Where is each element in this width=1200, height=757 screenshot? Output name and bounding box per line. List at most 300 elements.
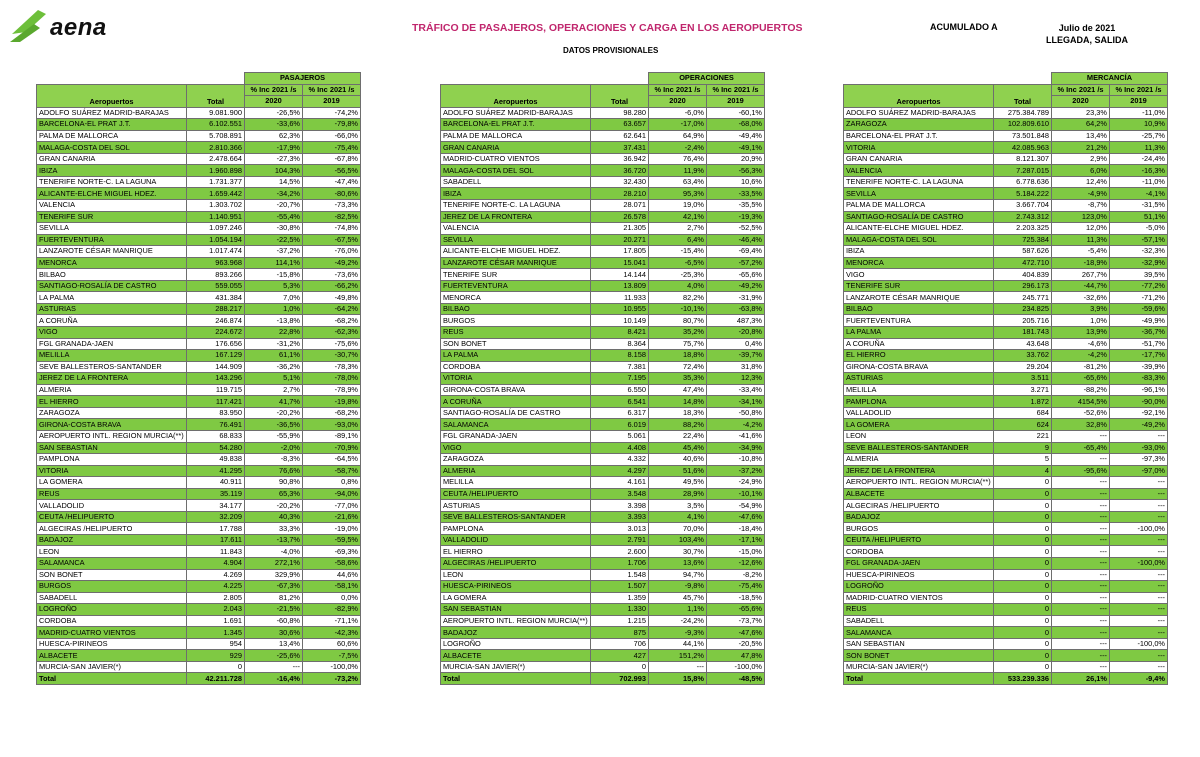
airport-cell: IBIZA — [844, 246, 994, 258]
airport-cell: GIRONA-COSTA BRAVA — [441, 384, 591, 396]
inc-2019-cell: -77,2% — [1110, 280, 1168, 292]
inc-2020-cell: 3,5% — [649, 500, 707, 512]
airport-cell: SALAMANCA — [441, 419, 591, 431]
airport-cell: PALMA DE MALLORCA — [844, 200, 994, 212]
inc-2020-cell: 18,8% — [649, 350, 707, 362]
table-row — [844, 142, 1168, 154]
total-cell: 224.672 — [187, 327, 245, 339]
inc-2020-cell: -44,7% — [1052, 280, 1110, 292]
total-cell: 37.431 — [591, 142, 649, 154]
period-label — [1046, 22, 1128, 46]
inc-2020-cell: --- — [1052, 581, 1110, 593]
total-cell: 1.017.474 — [187, 246, 245, 258]
table-row — [441, 234, 765, 246]
total-row — [844, 673, 1168, 685]
inc-2019-cell: -34,9% — [707, 442, 765, 454]
inc-2019-cell: -58,1% — [303, 581, 361, 593]
airport-cell: LA GOMERA — [37, 477, 187, 489]
table-row — [441, 500, 765, 512]
table-row — [441, 269, 765, 281]
inc-2020-cell: --- — [1052, 592, 1110, 604]
inc-2020-cell: 6,4% — [649, 234, 707, 246]
airport-cell: HUESCA-PIRINEOS — [37, 638, 187, 650]
inc-2020-cell: 49,5% — [649, 477, 707, 489]
total-cell: 1.097.246 — [187, 223, 245, 235]
inc-2019-cell: -69,3% — [303, 546, 361, 558]
inc-2019-cell: -71,2% — [1110, 292, 1168, 304]
total-cell: 2.203.325 — [994, 223, 1052, 235]
total-inc-2019-cell: -48,5% — [707, 673, 765, 685]
airport-cell: MURCIA-SAN JAVIER(*) — [37, 661, 187, 673]
inc-2020-cell: 65,3% — [245, 488, 303, 500]
table-row — [37, 234, 361, 246]
airport-cell: BILBAO — [844, 303, 994, 315]
inc-2019-cell: --- — [1110, 661, 1168, 673]
total-cell: 143.296 — [187, 373, 245, 385]
total-cell: 929 — [187, 650, 245, 662]
airport-cell: ALICANTE-ELCHE MIGUEL HDEZ. — [441, 246, 591, 258]
airport-cell: SON BONET — [441, 338, 591, 350]
airport-cell: BURGOS — [441, 315, 591, 327]
inc-2019-cell: -18,5% — [707, 592, 765, 604]
inc-2019-cell: --- — [1110, 615, 1168, 627]
inc-2019-cell: -25,7% — [1110, 130, 1168, 142]
total-inc-2020-cell: -16,4% — [245, 673, 303, 685]
total-cell: 20.271 — [591, 234, 649, 246]
inc-2019-cell: -8,2% — [707, 569, 765, 581]
inc-2020-cell: 32,8% — [1052, 419, 1110, 431]
inc-2019-cell: -35,5% — [707, 200, 765, 212]
inc-2020-cell: -17,9% — [245, 142, 303, 154]
total-label: Total — [844, 673, 994, 685]
airport-cell: JEREZ DE LA FRONTERA — [844, 465, 994, 477]
total-cell: 587.626 — [994, 246, 1052, 258]
inc-2019-cell: -59,6% — [1110, 303, 1168, 315]
inc-2020-cell: --- — [1052, 569, 1110, 581]
inc-2020-cell: 329,9% — [245, 569, 303, 581]
inc-2020-cell: 1,0% — [245, 303, 303, 315]
inc-2020-cell: --- — [245, 661, 303, 673]
inc-2019-cell: -10,1% — [707, 488, 765, 500]
table-row — [37, 454, 361, 466]
total-cell: 1.054.194 — [187, 234, 245, 246]
table-row — [844, 511, 1168, 523]
airport-cell: SON BONET — [844, 650, 994, 662]
inc-2019-cell: -75,4% — [707, 581, 765, 593]
total-cell: 15.041 — [591, 257, 649, 269]
airport-cell: VALENCIA — [844, 165, 994, 177]
table-row — [844, 303, 1168, 315]
inc-2019-cell: -59,5% — [303, 534, 361, 546]
airport-cell: ALGECIRAS /HELIPUERTO — [844, 500, 994, 512]
airport-cell: TENERIFE SUR — [844, 280, 994, 292]
airport-cell: EL HIERRO — [37, 396, 187, 408]
table-row — [37, 661, 361, 673]
total-cell: 0 — [994, 523, 1052, 535]
table-row — [37, 223, 361, 235]
airport-cell: ASTURIAS — [441, 500, 591, 512]
airport-cell: ALICANTE-ELCHE MIGUEL HDEZ. — [844, 223, 994, 235]
total-cell: 404.839 — [994, 269, 1052, 281]
inc-2020-cell: 12,0% — [1052, 223, 1110, 235]
group-header: PASAJEROS — [245, 73, 361, 85]
table-row — [441, 465, 765, 477]
airport-cell: VITORIA — [37, 465, 187, 477]
airport-cell: LA PALMA — [37, 292, 187, 304]
total-cell: 7.381 — [591, 361, 649, 373]
inc-2019-cell: --- — [1110, 569, 1168, 581]
total-row — [441, 673, 765, 685]
table-row — [441, 338, 765, 350]
table-row — [844, 280, 1168, 292]
inc-2019-cell: -76,0% — [303, 246, 361, 258]
airport-cell: SANTIAGO-ROSALÍA DE CASTRO — [37, 280, 187, 292]
airport-cell: MELILLA — [441, 477, 591, 489]
inc-2019-cell: -62,3% — [303, 327, 361, 339]
total-cell: 3.271 — [994, 384, 1052, 396]
inc-2020-cell: 88,2% — [649, 419, 707, 431]
table-row — [37, 200, 361, 212]
airport-cell: CORDOBA — [844, 546, 994, 558]
airport-cell: MENORCA — [37, 257, 187, 269]
table-row — [844, 338, 1168, 350]
total-cell: 11.843 — [187, 546, 245, 558]
inc-2020-cell: --- — [1052, 557, 1110, 569]
table-row — [441, 292, 765, 304]
total-cell: 11.933 — [591, 292, 649, 304]
inc-2020-cell: -4,6% — [1052, 338, 1110, 350]
airport-cell: CEUTA /HELIPUERTO — [844, 534, 994, 546]
table-row — [37, 615, 361, 627]
table-row — [37, 546, 361, 558]
airport-cell: VIGO — [441, 442, 591, 454]
total-cell: 1.872 — [994, 396, 1052, 408]
table-row — [37, 165, 361, 177]
inc-2019-cell: -39,9% — [1110, 361, 1168, 373]
airport-cell: ALBACETE — [844, 488, 994, 500]
inc-2020-cell: -31,2% — [245, 338, 303, 350]
table-row — [37, 350, 361, 362]
airport-cell: MADRID-CUATRO VIENTOS — [37, 627, 187, 639]
total-cell: 3.393 — [591, 511, 649, 523]
inc-2020-cell: --- — [1052, 604, 1110, 616]
inc-2020-cell: 5,1% — [245, 373, 303, 385]
inc-2019-cell: -24,4% — [1110, 153, 1168, 165]
airport-cell: PALMA DE MALLORCA — [441, 130, 591, 142]
inc-2019-cell: --- — [1110, 488, 1168, 500]
total-cell: 83.950 — [187, 407, 245, 419]
table-row — [844, 430, 1168, 442]
inc-2019-cell: -67,5% — [303, 234, 361, 246]
total-cell: 119.715 — [187, 384, 245, 396]
total-cell: 3.398 — [591, 500, 649, 512]
column-header-inc-2020: % Inc 2021 /s — [245, 84, 303, 96]
inc-2019-cell: -74,8% — [303, 223, 361, 235]
inc-2019-cell: -56,3% — [707, 165, 765, 177]
airport-cell: BADAJOZ — [37, 534, 187, 546]
inc-2019-cell: -97,3% — [1110, 454, 1168, 466]
airport-cell: REUS — [441, 327, 591, 339]
inc-2019-cell: 31,8% — [707, 361, 765, 373]
inc-2019-cell: -73,6% — [303, 269, 361, 281]
airport-cell: ADOLFO SUÁREZ MADRID-BARAJAS — [37, 107, 187, 119]
inc-2019-cell: 0,4% — [707, 338, 765, 350]
table-row — [37, 327, 361, 339]
group-header: MERCANCÍA — [1052, 73, 1168, 85]
inc-2019-cell: -7,5% — [303, 650, 361, 662]
table-row — [441, 119, 765, 131]
inc-2020-cell: -6,0% — [649, 107, 707, 119]
inc-2020-cell: 61,1% — [245, 350, 303, 362]
inc-2020-cell: -15,8% — [245, 269, 303, 281]
total-label: Total — [441, 673, 591, 685]
inc-2019-cell: -54,9% — [707, 500, 765, 512]
inc-2019-cell: -100,0% — [303, 661, 361, 673]
inc-2019-cell: -83,3% — [1110, 373, 1168, 385]
table-row — [844, 615, 1168, 627]
inc-2020-cell: --- — [1052, 523, 1110, 535]
table-row — [844, 557, 1168, 569]
table-row — [37, 315, 361, 327]
airport-cell: ZARAGOZA — [37, 407, 187, 419]
airport-cell: GRAN CANARIA — [441, 142, 591, 154]
table-row — [844, 223, 1168, 235]
table-row — [37, 107, 361, 119]
inc-2020-cell: 267,7% — [1052, 269, 1110, 281]
inc-2019-cell: -42,3% — [303, 627, 361, 639]
airport-cell: PAMPLONA — [441, 523, 591, 535]
total-cell: 2.791 — [591, 534, 649, 546]
table-row — [441, 627, 765, 639]
table-row — [37, 569, 361, 581]
airport-cell: MURCIA-SAN JAVIER(*) — [844, 661, 994, 673]
table-row — [441, 592, 765, 604]
table-row — [441, 534, 765, 546]
report-subtitle: DATOS PROVISIONALES — [563, 46, 659, 55]
inc-2019-cell: -75,6% — [303, 338, 361, 350]
table-row — [37, 488, 361, 500]
inc-2019-cell: -64,5% — [303, 454, 361, 466]
inc-2019-cell: 39,5% — [1110, 269, 1168, 281]
total-cell: 875 — [591, 627, 649, 639]
inc-2019-cell: -100,0% — [1110, 557, 1168, 569]
column-header-airport: Aeropuertos — [844, 84, 994, 107]
total-cell: 1.548 — [591, 569, 649, 581]
inc-2019-cell: -49,1% — [707, 142, 765, 154]
inc-2020-cell: 44,1% — [649, 638, 707, 650]
inc-2019-cell: -100,0% — [1110, 523, 1168, 535]
inc-2019-cell: -79,8% — [303, 119, 361, 131]
table-row — [844, 246, 1168, 258]
table-row — [441, 303, 765, 315]
inc-2020-cell: 33,3% — [245, 523, 303, 535]
total-cell: 0 — [994, 557, 1052, 569]
inc-2019-cell: -19,0% — [303, 523, 361, 535]
inc-2019-cell: -71,1% — [303, 615, 361, 627]
grand-total-cell: 42.211.728 — [187, 673, 245, 685]
total-cell: 49.838 — [187, 454, 245, 466]
column-header-inc-2019: % Inc 2021 /s — [1110, 84, 1168, 96]
airport-cell: SANTIAGO-ROSALÍA DE CASTRO — [844, 211, 994, 223]
table-row — [37, 211, 361, 223]
total-cell: 1.706 — [591, 557, 649, 569]
inc-2020-cell: 75,7% — [649, 338, 707, 350]
inc-2020-cell: --- — [1052, 650, 1110, 662]
airport-cell: A CORUÑA — [441, 396, 591, 408]
airport-cell: SABADELL — [37, 592, 187, 604]
inc-2020-cell: 35,2% — [649, 327, 707, 339]
column-header-airport: Aeropuertos — [441, 84, 591, 107]
total-cell: 3.548 — [591, 488, 649, 500]
table-row — [441, 638, 765, 650]
total-cell: 33.762 — [994, 350, 1052, 362]
table-row — [844, 419, 1168, 431]
inc-2019-cell: -82,5% — [303, 211, 361, 223]
airport-cell: BARCELONA-EL PRAT J.T. — [441, 119, 591, 131]
table-row — [441, 142, 765, 154]
total-cell: 1.359 — [591, 592, 649, 604]
inc-2019-cell: -58,7% — [303, 465, 361, 477]
airport-cell: AEROPUERTO INTL. REGION MURCIA(**) — [37, 430, 187, 442]
column-header-year-2020: 2020 — [649, 96, 707, 108]
inc-2019-cell: -47,6% — [707, 511, 765, 523]
total-cell: 246.874 — [187, 315, 245, 327]
inc-2019-cell: 10,9% — [1110, 119, 1168, 131]
table-row — [37, 604, 361, 616]
airport-cell: A CORUÑA — [844, 338, 994, 350]
total-cell: 43.648 — [994, 338, 1052, 350]
table-row — [37, 269, 361, 281]
inc-2019-cell: -10,8% — [707, 454, 765, 466]
inc-2019-cell: -20,8% — [707, 327, 765, 339]
inc-2020-cell: -5,4% — [1052, 246, 1110, 258]
table-row — [844, 477, 1168, 489]
inc-2020-cell: 4154,5% — [1052, 396, 1110, 408]
inc-2019-cell: 51,1% — [1110, 211, 1168, 223]
table-operaciones — [440, 72, 765, 685]
table-row — [844, 442, 1168, 454]
column-header-inc-2019: % Inc 2021 /s — [707, 84, 765, 96]
total-cell: 17.805 — [591, 246, 649, 258]
airport-cell: CORDOBA — [37, 615, 187, 627]
total-cell: 0 — [994, 477, 1052, 489]
table-row — [844, 569, 1168, 581]
inc-2020-cell: 76,4% — [649, 153, 707, 165]
inc-2020-cell: -36,2% — [245, 361, 303, 373]
inc-2019-cell: -65,6% — [707, 604, 765, 616]
airport-cell: VALENCIA — [441, 223, 591, 235]
airport-cell: BARCELONA-EL PRAT J.T. — [37, 119, 187, 131]
inc-2019-cell: 44,6% — [303, 569, 361, 581]
inc-2019-cell: -100,0% — [1110, 638, 1168, 650]
airport-cell: SEVILLA — [37, 223, 187, 235]
inc-2020-cell: -36,5% — [245, 419, 303, 431]
table-row — [441, 130, 765, 142]
table-row — [844, 119, 1168, 131]
period-direction: LLEGADA, SALIDA — [1046, 35, 1128, 45]
inc-2020-cell: -25,3% — [649, 269, 707, 281]
airport-cell: BARCELONA-EL PRAT J.T. — [844, 130, 994, 142]
total-cell: 0 — [994, 569, 1052, 581]
inc-2019-cell: 487,3% — [707, 315, 765, 327]
total-cell: 181.743 — [994, 327, 1052, 339]
table-row — [844, 269, 1168, 281]
table-row — [844, 130, 1168, 142]
inc-2020-cell: -4,0% — [245, 546, 303, 558]
table-row — [844, 650, 1168, 662]
inc-2020-cell: 45,7% — [649, 592, 707, 604]
inc-2020-cell: -65,4% — [1052, 442, 1110, 454]
total-cell: 4.904 — [187, 557, 245, 569]
airport-cell: SABADELL — [441, 176, 591, 188]
inc-2019-cell: -30,7% — [303, 350, 361, 362]
total-cell: 2.743.312 — [994, 211, 1052, 223]
table-row — [441, 604, 765, 616]
total-cell: 559.055 — [187, 280, 245, 292]
inc-2020-cell: --- — [1052, 488, 1110, 500]
airport-cell: ALICANTE-ELCHE MIGUEL HDEZ. — [37, 188, 187, 200]
airport-cell: PAMPLONA — [844, 396, 994, 408]
total-cell: 5.708.891 — [187, 130, 245, 142]
table-row — [37, 246, 361, 258]
airport-cell: SALAMANCA — [844, 627, 994, 639]
airport-cell: MELILLA — [37, 350, 187, 362]
total-cell: 1.960.898 — [187, 165, 245, 177]
airport-cell: FGL GRANADA-JAEN — [37, 338, 187, 350]
airport-cell: PALMA DE MALLORCA — [37, 130, 187, 142]
total-cell: 40.911 — [187, 477, 245, 489]
total-cell: 73.501.848 — [994, 130, 1052, 142]
table-pasajeros — [36, 72, 361, 685]
total-cell: 3.511 — [994, 373, 1052, 385]
table-row — [441, 373, 765, 385]
logo-text: aena — [50, 14, 107, 41]
total-cell: 4.332 — [591, 454, 649, 466]
inc-2020-cell: --- — [1052, 638, 1110, 650]
inc-2020-cell: 123,0% — [1052, 211, 1110, 223]
airport-cell: LEON — [441, 569, 591, 581]
inc-2020-cell: 70,0% — [649, 523, 707, 535]
total-cell: 963.968 — [187, 257, 245, 269]
total-cell: 1.659.442 — [187, 188, 245, 200]
inc-2019-cell: 11,3% — [1110, 142, 1168, 154]
table-row — [844, 546, 1168, 558]
airport-cell: AEROPUERTO INTL. REGION MURCIA(**) — [844, 477, 994, 489]
total-cell: 0 — [994, 488, 1052, 500]
inc-2019-cell: -41,6% — [707, 430, 765, 442]
total-cell: 0 — [591, 661, 649, 673]
table-row — [37, 361, 361, 373]
inc-2019-cell: 10,6% — [707, 176, 765, 188]
total-cell: 0 — [994, 546, 1052, 558]
inc-2020-cell: 94,7% — [649, 569, 707, 581]
table-row — [844, 488, 1168, 500]
inc-2020-cell: 30,7% — [649, 546, 707, 558]
table-row — [37, 442, 361, 454]
total-cell: 36.942 — [591, 153, 649, 165]
total-cell: 35.119 — [187, 488, 245, 500]
inc-2019-cell: --- — [1110, 581, 1168, 593]
table-row — [37, 303, 361, 315]
table-row — [37, 119, 361, 131]
inc-2020-cell: 41,7% — [245, 396, 303, 408]
inc-2019-cell: -60,1% — [707, 107, 765, 119]
inc-2020-cell: 11,9% — [649, 165, 707, 177]
inc-2019-cell: 0,0% — [303, 592, 361, 604]
total-inc-2019-cell: -9,4% — [1110, 673, 1168, 685]
total-cell: 245.771 — [994, 292, 1052, 304]
table-row — [844, 592, 1168, 604]
